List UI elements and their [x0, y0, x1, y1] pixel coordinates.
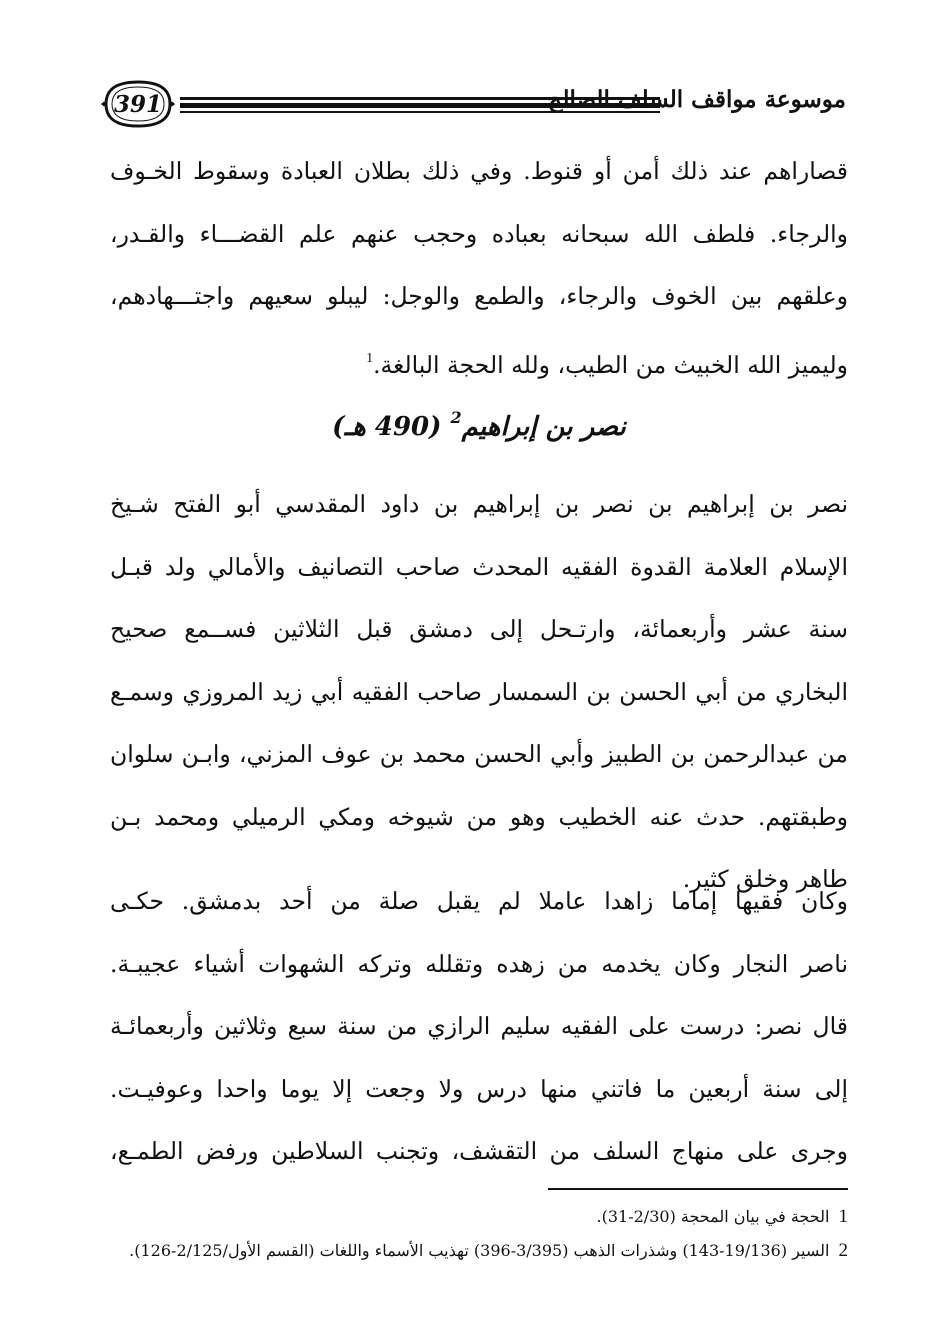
text-line: سنة عشر وأربعمائة، وارتـحل إلى دمشق قبل الثلاثين فســمع صحيح [110, 615, 848, 643]
book-title: موسوعة مواقف السلف الصالح [547, 86, 846, 113]
footnote-text: الحجة في بيان المحجة (2/30-31). [596, 1207, 830, 1226]
paragraph-1 [110, 140, 848, 396]
footnote-item [110, 1234, 848, 1268]
text-line: الإسلام العلامة القدوة الفقيه المحدث صاحب التصانيف والأمالي ولد قبـل [110, 552, 848, 581]
page-number: 391 [113, 90, 162, 118]
page-header [96, 78, 848, 134]
text-line: وكان فقيها إماما زاهدا عاملا لم يقبل صلة من أحد بدمشق. حكـى [110, 887, 848, 915]
text-line-content: وليميز الله الخبيث من الطيب، ولله الحجة البالغة. [373, 350, 848, 379]
footnote-number: 1 [838, 1206, 848, 1227]
page-number-badge [100, 78, 176, 130]
text-line: طاهر وخلق كثير. [682, 865, 848, 893]
footnote-text: السير (19/136-143) وشذرات الذهب (3/395-396) تهذيب الأسماء واللغات (القسم الأول/2/125-126). [129, 1241, 830, 1260]
text-line: نصر بن إبراهيم بن نصر بن إبراهيم بن داود المقدسي أبو الفتح شـيخ [110, 490, 848, 518]
paragraph-2 [110, 473, 848, 911]
paragraph-3 [110, 870, 848, 1183]
heading-date: (490 هـ) [332, 412, 442, 442]
text-line: إلى سنة أربعين ما فاتني منها درس ولا وجعت إلا يوما واحدا وعوفيـت. [110, 1074, 848, 1103]
text-line: من عبدالرحمن بن الطبيز وأبي الحسن محمد بن عوف المزني، وابـن سلوان [110, 740, 848, 768]
text-line: وطبقتهم. حدث عنه الخطيب وهو من شيوخه ومكي الرميلي ومحمد بـن [110, 802, 848, 831]
footnote-divider [548, 1188, 848, 1190]
footnote-ref[interactable]: 2 [450, 408, 462, 427]
text-line: قصاراهم عند ذلك أمن أو قنوط. وفي ذلك بطلان العبادة وسقوط الخـوف [110, 157, 848, 185]
text-line: والرجاء. فلطف الله سبحانه بعباده وحجب عنهم علم القضـــاء والقـدر، [110, 219, 848, 248]
footnote-ref[interactable]: 1 [366, 350, 374, 366]
text-line: البخاري من أبي الحسن بن السمسار صاحب الفقيه أبي زيد المروزي وسمـع [110, 677, 848, 706]
text-line: وجرى على منهاج السلف من التقشف، وتجنب السلاطين ورفض الطمـع، [110, 1137, 848, 1165]
heading-name: نصر بن إبراهيم [461, 412, 626, 442]
footnote-item [110, 1200, 848, 1234]
footnote-number: 2 [838, 1240, 848, 1261]
text-line [110, 328, 848, 397]
section-heading [110, 408, 848, 442]
text-line: وعلقهم بين الخوف والرجاء، والطمع والوجل: ليبلو سعيهم واجتـــهادهم، [110, 282, 848, 310]
text-line: ناصر النجار وكان يخدمه من زهده وتقلله وتركه الشهوات أشياء عجيبـة. [110, 949, 848, 978]
footnotes [110, 1200, 848, 1268]
text-line: قال نصر: درست على الفقيه سليم الرازي من سنة سبع وثلاثين وأربعمائـة [110, 1012, 848, 1040]
